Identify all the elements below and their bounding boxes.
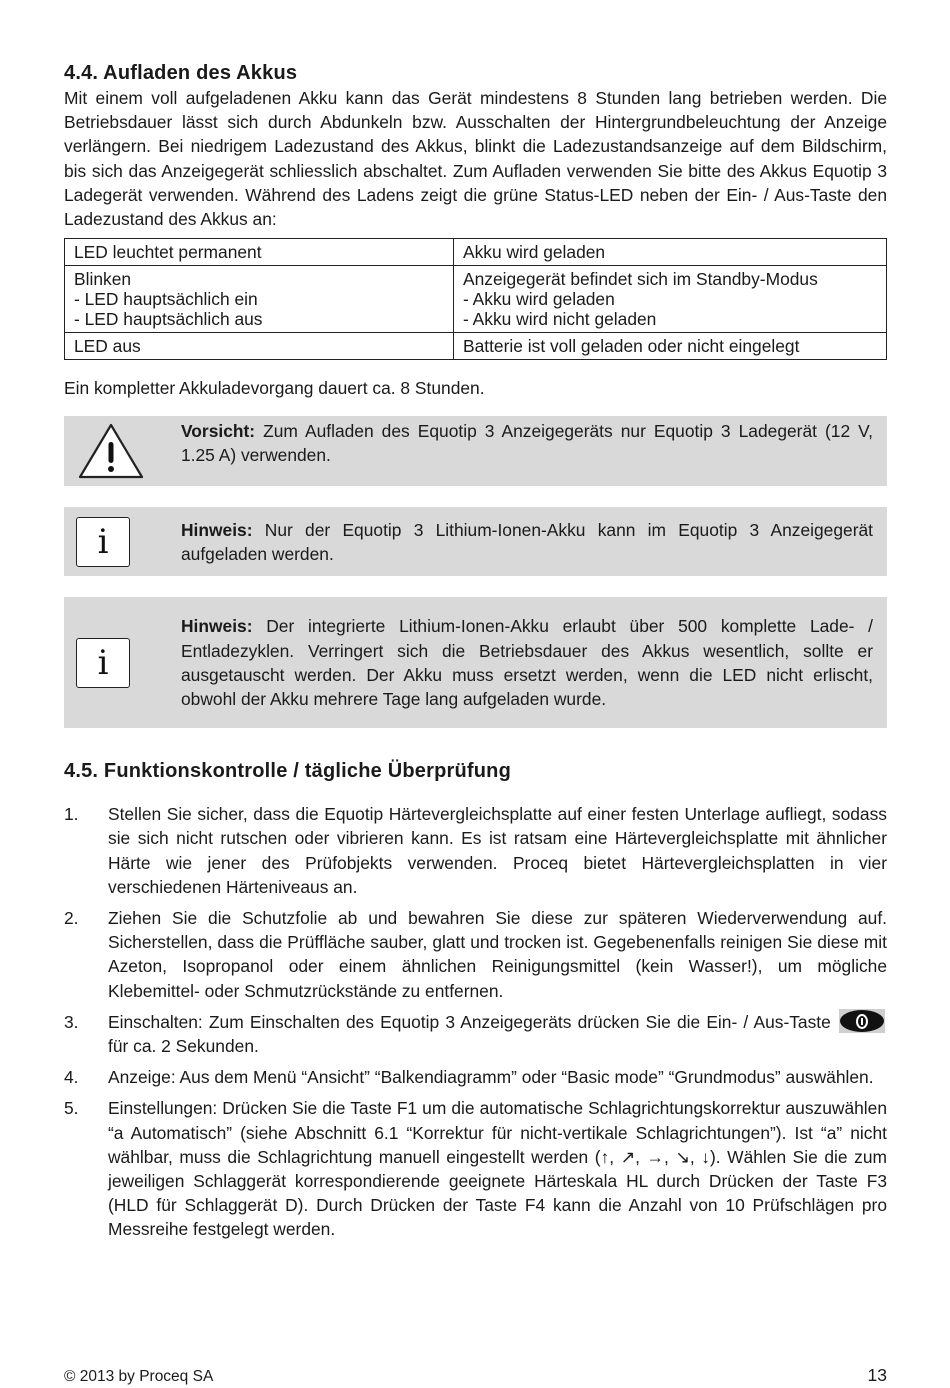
note-text: Zum Aufladen des Equotip 3 Anzeigegeräts nur Equotip 3 Ladegerät (12 V, 1.25 A) verwenden. bbox=[181, 421, 873, 466]
note-label: Vorsicht: bbox=[181, 421, 256, 442]
info-icon: i bbox=[76, 517, 130, 567]
table-row bbox=[65, 266, 887, 333]
led-meaning-cell: Anzeigegerät befindet sich im Standby-Modus - Akku wird geladen - Akku wird nicht geladen bbox=[454, 266, 887, 333]
intro-paragraph: Mit einem voll aufgeladenen Akku kann das Gerät mindestens 8 Stunden lang betrieben werden. Die Betriebsdauer lässt sich durch Abdunkeln bzw. Ausschalten der Hintergrundbeleuchtung der Anzeige verlängern. Bei niedrigem Ladezustand des Akkus, blinkt die Ladezustandsanzeige auf dem Bildschirm, bis sich das Anzeigegerät schliesslich abschaltet. Zum Aufladen verwenden Sie bitte des Akkus Equotip 3 Ladegerät verwenden. Während des Ladens zeigt die grüne Status-LED neben der Ein- / Aus-Taste den Ladezustand des Akkus an: bbox=[64, 88, 887, 230]
note-label: Hinweis: bbox=[181, 616, 253, 637]
list-item: 2. Ziehen Sie die Schutzfolie ab und bewahren Sie diese zur späteren Wiederverwendung auf. Sicherstellen, dass die Prüffläche sauber, glatt und trocken ist. Gegebenenfalls reinigen Sie diese mit Azeton, Isopropanol oder einem ähnlichen Reinigungsmittel (kein Wasser!), um mögliche Klebemittel- oder Schmutzrückstände zu entfernen. bbox=[64, 908, 887, 1001]
note-text: Der integrierte Lithium-Ionen-Akku erlaubt über 500 komplette Lade- / Entladezyklen. Verringert sich die Betriebsdauer des Akkus wesentlich, sollte er ausgetauscht werden. Der Akku muss ersetzt werden, wenn die LED nicht erlischt, obwohl der Akku mehrere Tage lang aufgeladen wurde. bbox=[181, 616, 873, 709]
section-heading-4-5: 4.5. Funktionskontrolle / tägliche Überprüfung bbox=[64, 760, 512, 783]
page-content bbox=[64, 60, 887, 1249]
caution-note bbox=[64, 416, 887, 486]
copyright-text: © 2013 by Proceq SA bbox=[64, 1368, 214, 1385]
led-state-cell: LED leuchtet permanent bbox=[65, 239, 454, 266]
note-label: Hinweis: bbox=[181, 519, 253, 540]
check-steps-list bbox=[64, 802, 887, 1241]
warning-triangle-icon bbox=[76, 421, 146, 481]
section-heading-4-4: 4.4. Aufladen des Akkus bbox=[64, 62, 298, 84]
list-item: 1. Stellen Sie sicher, dass die Equotip Härtevergleichsplatte auf einer festen Unterlage aufliegt, sodass sie sich nicht rutschen oder vibrieren kann. Es ist ratsam eine Härtevergleichsplatte mit ähnlicher Härte wie jener des Prüfobjekts verwenden. Proceq bietet Härtevergleichsplatten in vier verschiedenen Härteniveaus an. bbox=[64, 804, 887, 897]
table-row bbox=[65, 333, 887, 360]
led-meaning-cell: Akku wird geladen bbox=[454, 239, 887, 266]
info-note bbox=[64, 507, 887, 576]
table-row bbox=[65, 239, 887, 266]
page-footer bbox=[64, 1365, 887, 1386]
list-item: 3. Einschalten: Zum Einschalten des Equotip 3 Anzeigegeräts drücken Sie die Ein- / Aus-Taste für ca. 2 Sekunden. bbox=[64, 1010, 887, 1058]
led-state-cell: Blinken - LED hauptsächlich ein - LED hauptsächlich aus bbox=[65, 266, 454, 333]
led-meaning-cell: Batterie ist voll geladen oder nicht eingelegt bbox=[454, 333, 887, 360]
info-icon: i bbox=[76, 638, 130, 688]
page-number: 13 bbox=[867, 1365, 887, 1385]
list-item: 5. Einstellungen: Drücken Sie die Taste F1 um die automatische Schlagrichtungskorrektur auszuwählen “a Automatisch” (siehe Abschnitt 6.1 “Korrektur für nicht-vertikale Schlagrichtungen”). Ist “a” nicht wählbar, muss die Schlagrichtung manuell eingestellt werden (↑, ↗, →, ↘, ↓). Wählen Sie die zum jeweiligen Schlaggerät korrespondierende geeignete Härteskala HL durch Drücken der Taste F3 (HLD für Schlaggerät D). Durch Drücken der Taste F4 kann die Anzahl von 10 Prüfschlägen pro Messreihe festgelegt werden. bbox=[64, 1098, 887, 1240]
note-text: Nur der Equotip 3 Lithium-Ionen-Akku kann im Equotip 3 Anzeigegerät aufgeladen werden. bbox=[181, 519, 873, 564]
led-state-cell: LED aus bbox=[65, 333, 454, 360]
charge-duration-text: Ein kompletter Akkuladevorgang dauert ca. 8 Stunden. bbox=[64, 378, 485, 399]
led-status-table bbox=[64, 238, 887, 360]
info-note bbox=[64, 597, 887, 728]
power-button-icon bbox=[839, 1009, 885, 1033]
list-item: 4. Anzeige: Aus dem Menü “Ansicht” “Balkendiagramm” oder “Basic mode” “Grundmodus” auswählen. bbox=[64, 1067, 874, 1088]
